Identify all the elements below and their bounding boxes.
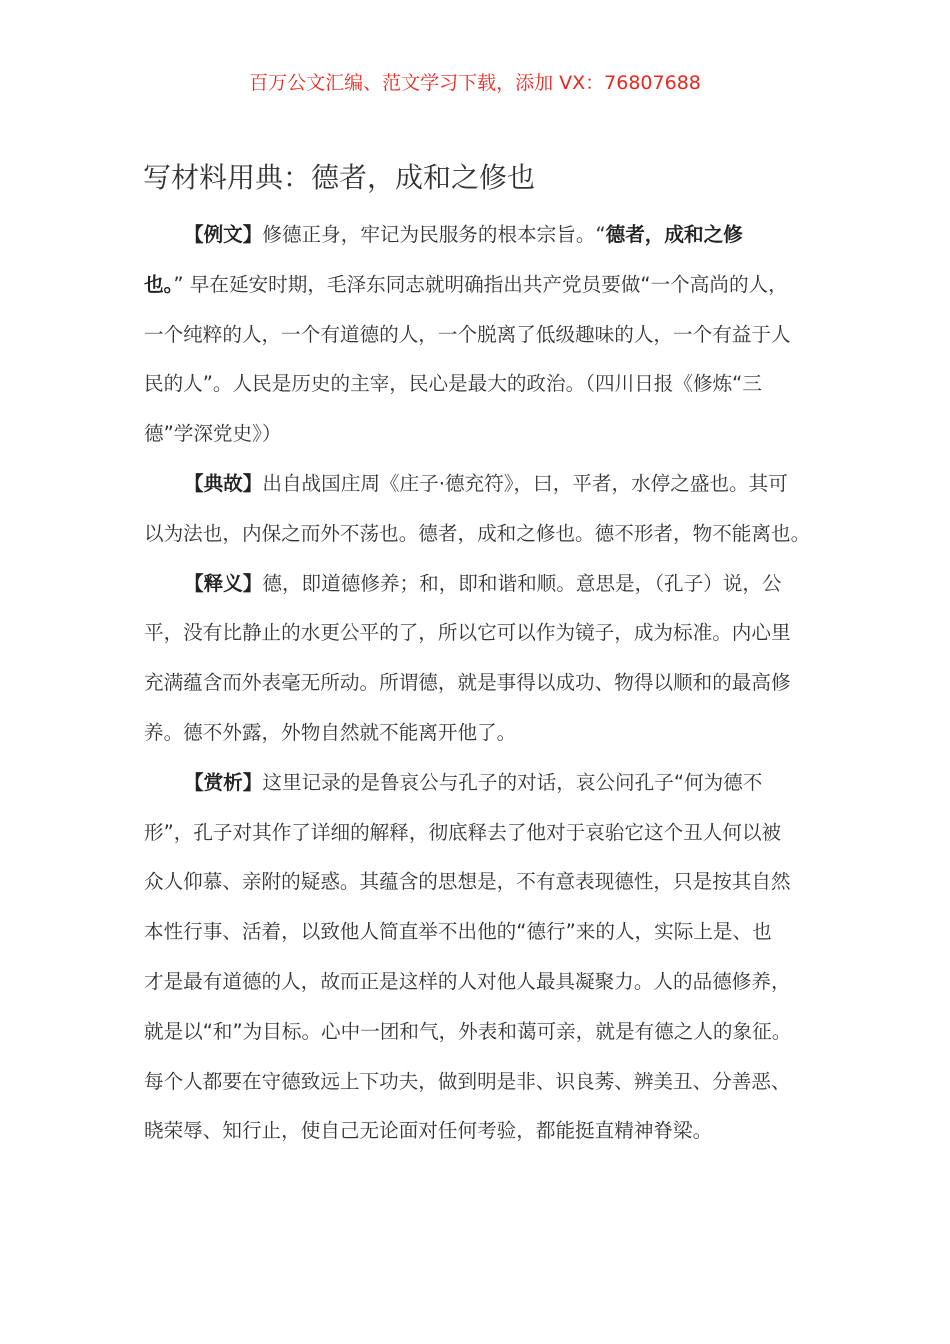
text-line: 民的人”。人民是历史的主宰，民心是最大的政治。（四川日报《修炼“三 xyxy=(144,372,762,396)
document-body xyxy=(144,220,834,1166)
text-span: 出自战国庄周《庄子·德充符》，曰，平者，水停之盛也。其可 xyxy=(262,471,788,495)
text-line xyxy=(144,469,834,519)
watermark-header: 百万公文汇编、范文学习下载，添加 VX：76807688 xyxy=(249,72,701,94)
text-line: 就是以“和”为目标。心中一团和气，外表和蔼可亲，就是有德之人的象征。 xyxy=(144,1019,792,1043)
section-label: 【赏析】 xyxy=(184,770,263,794)
section-label: 【典故】 xyxy=(184,471,263,495)
text-line: 一个纯粹的人，一个有道德的人，一个脱离了低级趣味的人，一个有益于人 xyxy=(144,322,791,346)
text-line: 本性行事、活着，以致他人简直举不出他的“德行”来的人，实际上是、也 xyxy=(144,920,772,944)
text-line: 每个人都要在守德致远上下功夫，做到明是非、识良莠、辨美丑、分善恶、 xyxy=(144,1069,791,1093)
text-line xyxy=(144,220,834,270)
text-line: 众人仰慕、亲附的疑惑。其蕴含的思想是，不有意表现德性，只是按其自然 xyxy=(144,870,791,894)
text-line: 平，没有比静止的水更公平的了，所以它可以作为镜子，成为标准。内心里 xyxy=(144,621,791,645)
section-label: 【释义】 xyxy=(184,571,263,595)
paragraph-analysis xyxy=(144,768,834,1166)
text-line: 才是最有道德的人，故而正是这样的人对他人最具凝聚力。人的品德修养， xyxy=(144,969,791,993)
text-line: 形”，孔子对其作了详细的解释，彻底释去了他对于哀骀它这个丑人何以被 xyxy=(144,820,782,844)
paragraph-example xyxy=(144,220,834,469)
text-line: 养。德不外露，外物自然就不能离开他了。 xyxy=(144,720,517,744)
text-line: 充满蕴含而外表毫无所动。所谓德，就是事得以成功、物得以顺和的最高修 xyxy=(144,671,791,695)
text-line: 晓荣辱、知行止，使自己无论面对任何考验，都能挺直精神脊梁。 xyxy=(144,1119,713,1143)
section-label: 【例文】 xyxy=(184,223,263,246)
text-line: 德”学深党史》） xyxy=(144,422,282,446)
text-span: ” 早在延安时期，毛泽东同志就明确指出共产党员要做“一个高尚的人， xyxy=(173,272,788,296)
page-title: 写材料用典：德者，成和之修也 xyxy=(143,161,536,194)
bold-quote: 也。 xyxy=(144,272,174,296)
text-line xyxy=(144,768,834,818)
text-span: 德，即道德修养；和，即和谐和顺。意思是，（孔子）说，公 xyxy=(262,571,782,595)
text-line xyxy=(144,270,834,320)
text-span: 修德正身，牢记为民服务的根本宗旨。“ xyxy=(262,223,606,246)
paragraph-meaning xyxy=(144,569,834,768)
text-line: 以为法也，内保之而外不荡也。德者，成和之修也。德不形者，物不能离也。 xyxy=(144,521,811,545)
text-span: 这里记录的是鲁哀公与孔子的对话，哀公问孔子“何为德不 xyxy=(262,770,763,794)
bold-quote: 德者，成和之修 xyxy=(605,223,743,246)
text-line xyxy=(144,569,834,619)
paragraph-allusion xyxy=(144,469,834,569)
